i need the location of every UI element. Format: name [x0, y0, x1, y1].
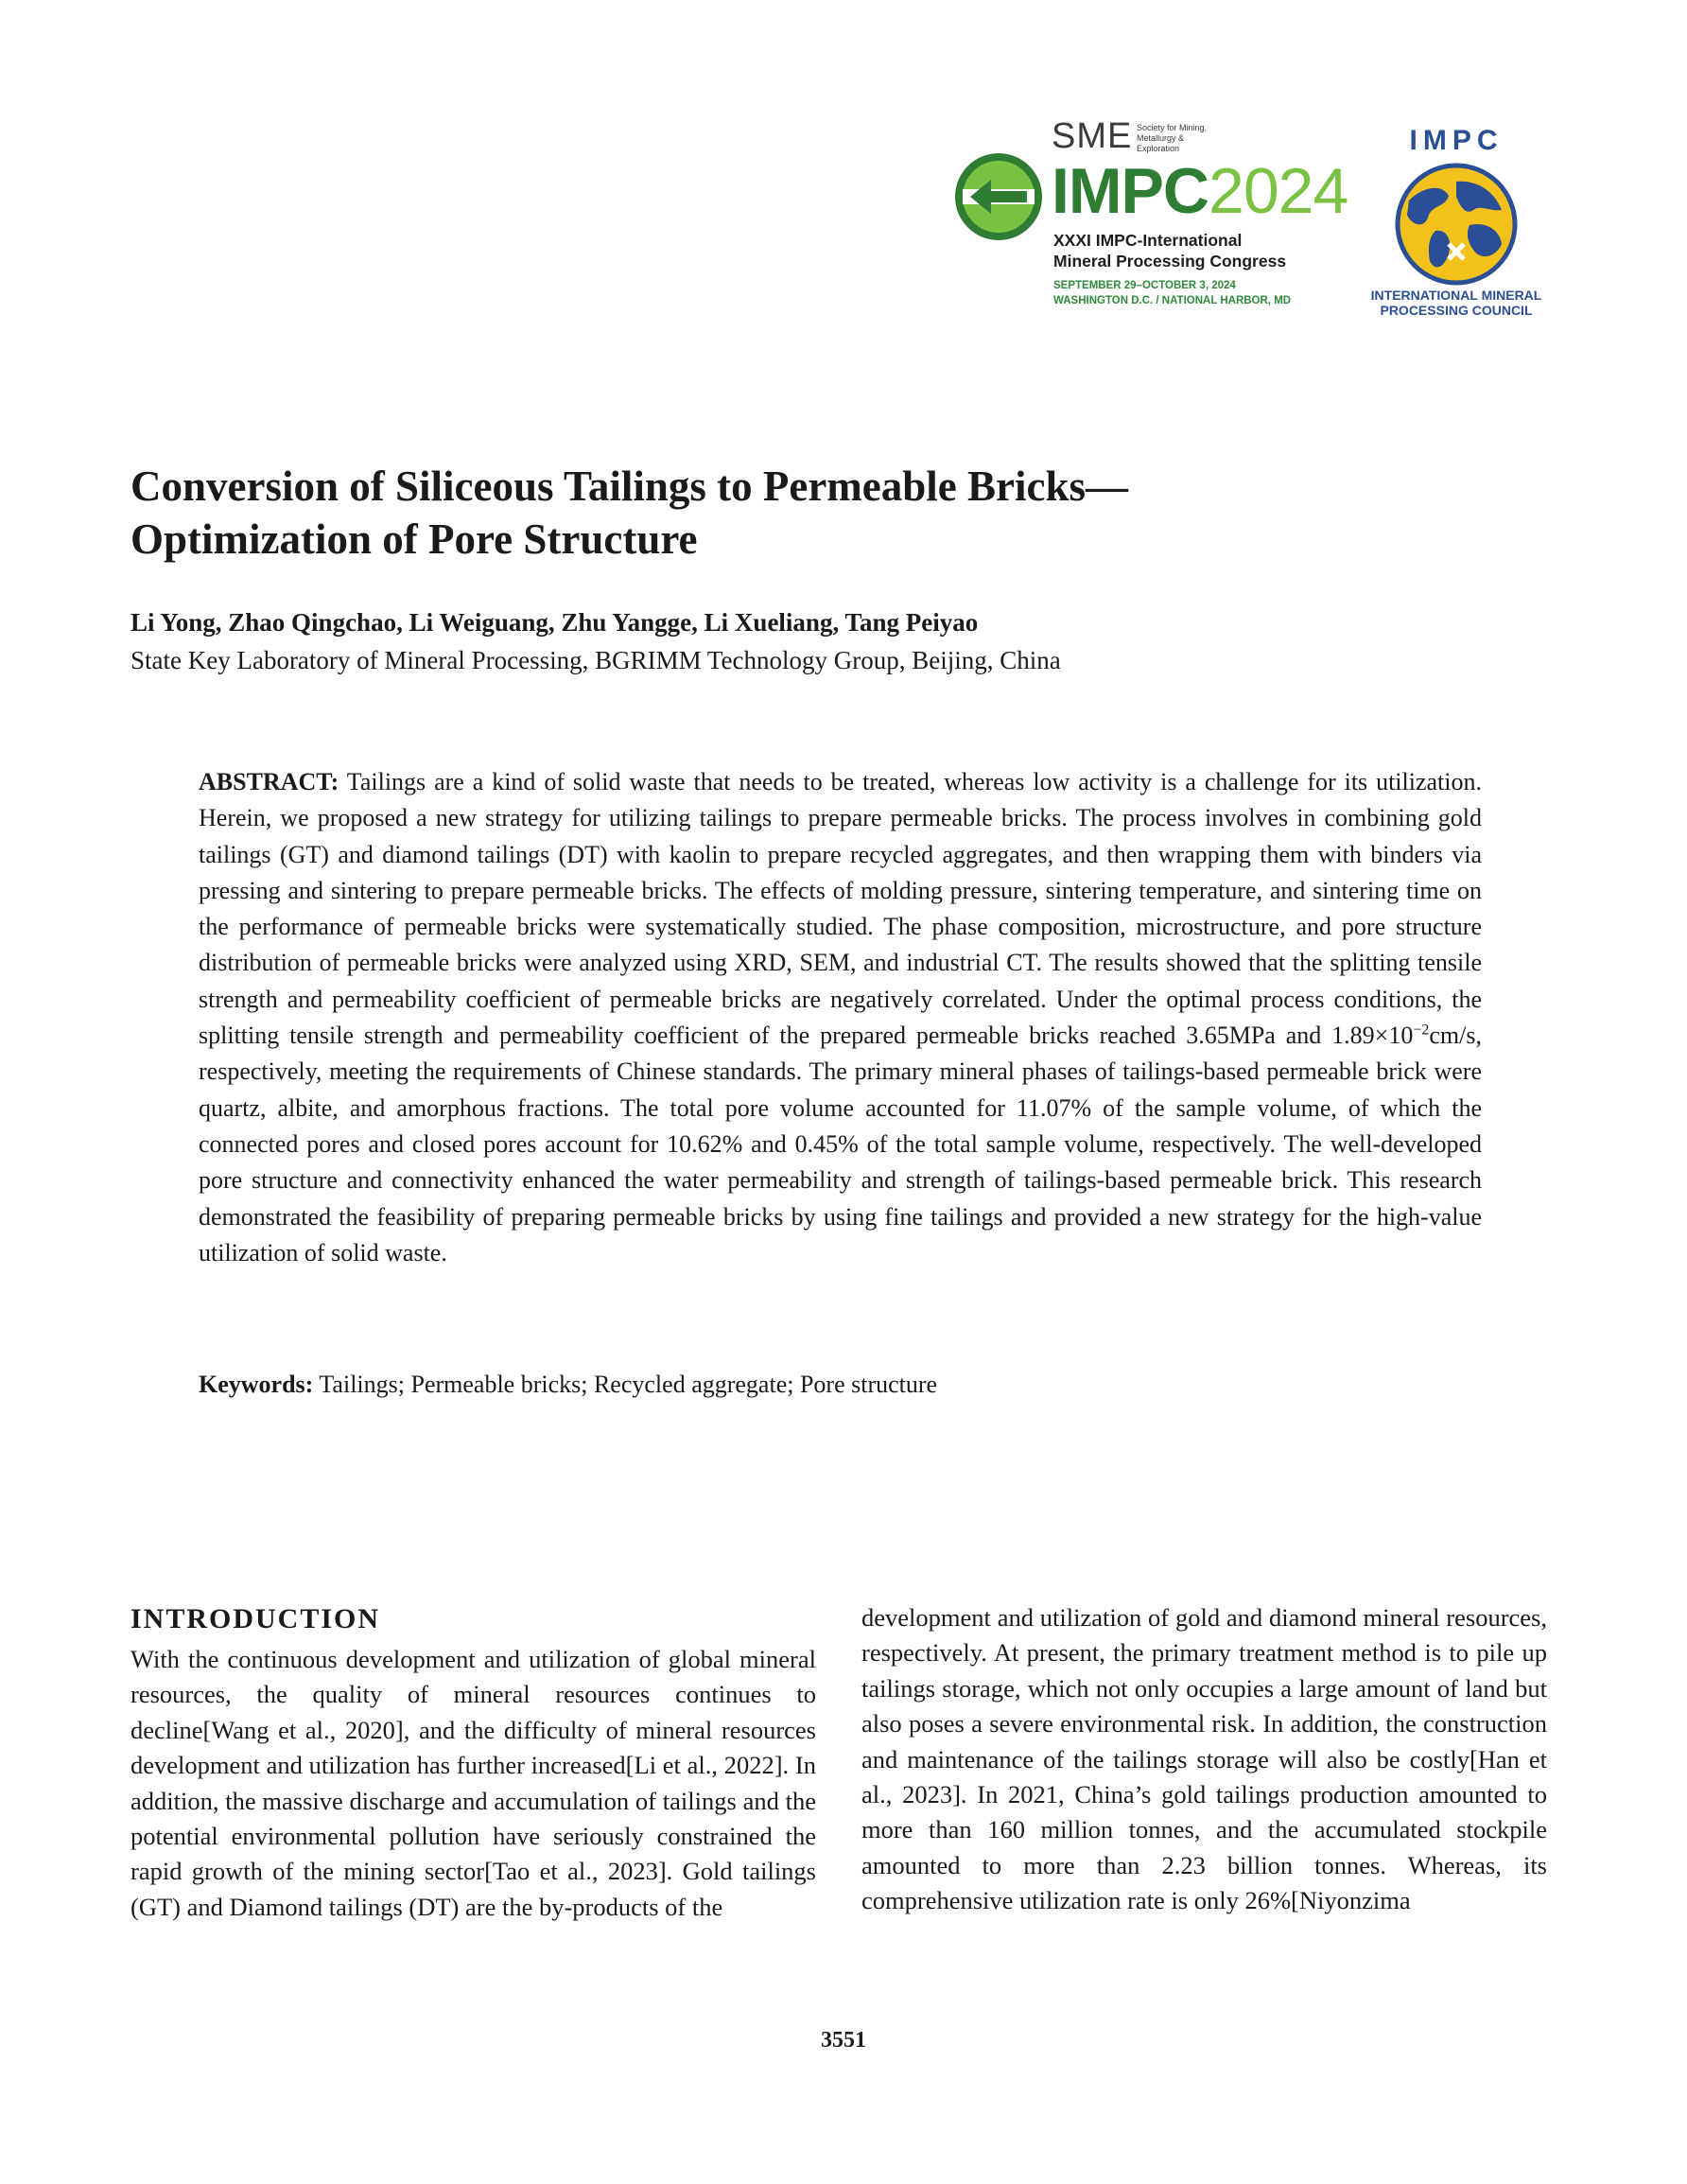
- impc-text: IMPC: [1052, 155, 1209, 227]
- council-title: IMPC: [1409, 125, 1504, 156]
- congress-dates: [1053, 278, 1291, 308]
- keywords-text: Tailings; Permeable bricks; Recycled aggregate; Pore structure: [313, 1371, 938, 1398]
- impc-council-logo: [1362, 125, 1551, 323]
- introduction-heading: INTRODUCTION: [130, 1603, 381, 1634]
- introduction-column-1: With the continuous development and utilization of global mineral resources, the quality of mineral resources continues to decline[Wang et al., 2020], and the difficulty of mineral resources development and utilization has further increased[Li et al., 2022]. In addition, the massive discharge and accumulation of tailings and the potential environmental pollution have seriously constrained the rapid growth of the mining sector[Tao et al., 2023]. Gold tailings (GT) and Diamond tailings (DT) are the by-products of the: [130, 1645, 816, 1921]
- abstract: [199, 764, 1482, 1271]
- impc2024-wordmark: [1052, 155, 1348, 227]
- impc-year: 2024: [1209, 155, 1348, 227]
- impc2024-emblem-icon: [953, 151, 1044, 242]
- author-list: Li Yong, Zhao Qingchao, Li Weiguang, Zhu Yangge, Li Xueliang, Tang Peiyao: [130, 608, 979, 637]
- sme-wordmark: SME: [1052, 116, 1133, 156]
- title-line-2: Optimization of Pore Structure: [130, 515, 698, 563]
- abstract-superscript: −2: [1413, 1022, 1430, 1039]
- introduction-column-2: development and utilization of gold and diamond mineral resources, respectively. At present, the primary treatment method is to pile up tailings storage, which not only occupies a large amount of land but also poses a severe environmental risk. In addition, the construction and maintenance of the tailings storage will also be costly[Han et al., 2023]. In 2021, China’s gold tailings production amounted to more than 160 million tonnes, and the accumulated stockpile amounted to more than 2.23 billion tonnes. Whereas, its comprehensive utilization rate is only 26%[Niyonzima: [861, 1603, 1547, 1915]
- council-line-1: INTERNATIONAL MINERAL: [1370, 288, 1542, 303]
- abstract-text-2: cm/s, respectively, meeting the requirements of Chinese standards. The primary mineral phases of tailings-based permeable brick were quartz, albite, and amorphous fractions. The total pore volume accounted for 11.07% of the sample volume, of which the connected pores and closed pores account for 10.62% and 0.45% of the total sample volume, respectively. The well-developed pore structure and connectivity enhanced the water permeability and strength of tailings-based permeable brick. This research demonstrated the feasibility of preparing permeable bricks by using fine tailings and provided a new strategy for the high-value utilization of solid waste.: [199, 1022, 1482, 1267]
- title-line-1: Conversion of Siliceous Tailings to Permeable Bricks—: [130, 463, 1129, 510]
- council-line-2: PROCESSING COUNCIL: [1380, 303, 1533, 318]
- keywords-label: Keywords:: [199, 1371, 314, 1398]
- congress-line-1: XXXI IMPC-International: [1053, 231, 1243, 250]
- sme-subtitle: Society for Mining, Metallurgy & Exploration: [1137, 123, 1208, 153]
- dates-line-2: WASHINGTON D.C. / NATIONAL HARBOR, MD: [1053, 295, 1292, 306]
- keywords: [199, 1368, 937, 1402]
- paper-title: [130, 460, 1454, 566]
- abstract-label: ABSTRACT:: [199, 768, 339, 795]
- dates-line-1: SEPTEMBER 29–OCTOBER 3, 2024: [1053, 280, 1236, 291]
- affiliation: State Key Laboratory of Mineral Processing, BGRIMM Technology Group, Beijing, China: [130, 646, 1061, 674]
- congress-name: [1053, 230, 1286, 271]
- page-number: 3551: [821, 2028, 866, 2053]
- globe-icon: [1390, 163, 1522, 286]
- council-name: [1362, 288, 1551, 318]
- congress-line-2: Mineral Processing Congress: [1053, 252, 1287, 271]
- abstract-text-1: Tailings are a kind of solid waste that needs to be treated, whereas low activity is a challenge for its utilization. Herein, we proposed a new strategy for utilizing tailings to prepare permeable bricks. The process involves in combining gold tailings (GT) and diamond tailings (DT) with kaolin to prepare recycled aggregates, and then wrapping them with binders via pressing and sintering to prepare permeable bricks. The effects of molding pressure, sintering temperature, and sintering time on the performance of permeable bricks were systematically studied. The phase composition, microstructure, and pore structure distribution of permeable bricks were analyzed using XRD, SEM, and industrial CT. The results showed that the splitting tensile strength and permeability coefficient of permeable bricks are negatively correlated. Under the optimal process conditions, the splitting tensile strength and permeability coefficient of the prepared permeable bricks reached 3.65MPa and 1.89×10: [199, 768, 1482, 1050]
